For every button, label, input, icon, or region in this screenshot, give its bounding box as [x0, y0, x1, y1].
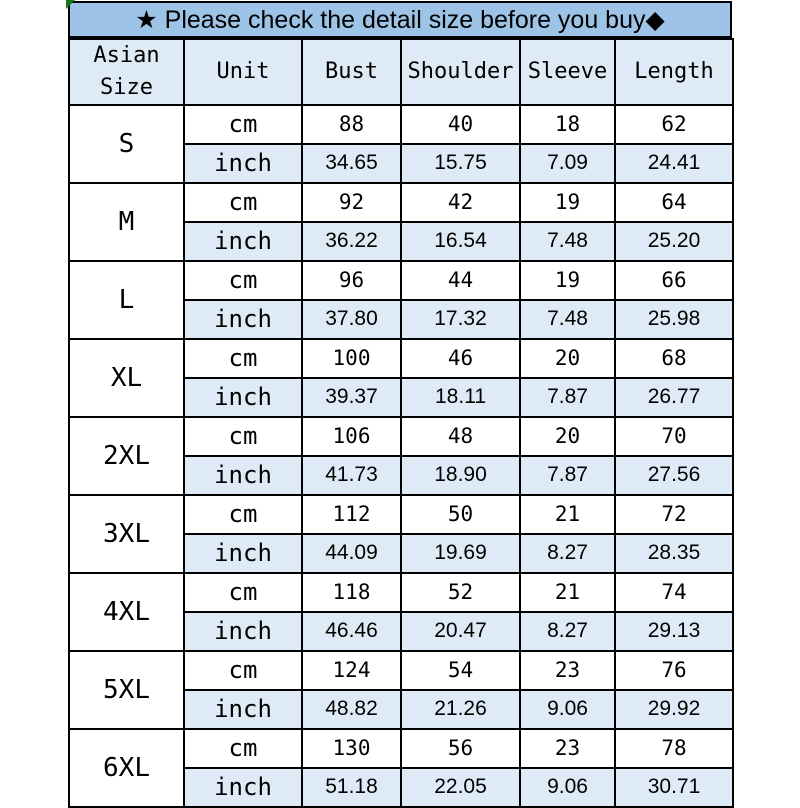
value-m-inch-sleeve: 7.48 [520, 222, 615, 261]
value-2xl-inch-length: 27.56 [615, 456, 733, 495]
value-5xl-cm-sleeve: 23 [520, 651, 615, 690]
value-6xl-cm-length: 78 [615, 729, 733, 768]
row-2xl-cm [69, 417, 733, 456]
size-label-3xl: 3XL [69, 495, 184, 573]
value-2xl-cm-length: 70 [615, 417, 733, 456]
column-header-bust: Bust [302, 39, 401, 105]
column-header-asian-size: Asian Size [69, 39, 184, 105]
value-4xl-cm-shoulder: 52 [401, 573, 520, 612]
unit-label-cm-6xl: cm [184, 729, 302, 768]
table-body [69, 105, 733, 807]
value-l-inch-length: 25.98 [615, 300, 733, 339]
value-3xl-inch-bust: 44.09 [302, 534, 401, 573]
value-m-inch-bust: 36.22 [302, 222, 401, 261]
value-xl-cm-shoulder: 46 [401, 339, 520, 378]
value-3xl-inch-shoulder: 19.69 [401, 534, 520, 573]
value-xl-inch-bust: 39.37 [302, 378, 401, 417]
value-m-cm-shoulder: 42 [401, 183, 520, 222]
row-l-cm [69, 261, 733, 300]
value-5xl-inch-sleeve: 9.06 [520, 690, 615, 729]
row-s-cm [69, 105, 733, 144]
value-5xl-cm-bust: 124 [302, 651, 401, 690]
unit-label-cm-m: cm [184, 183, 302, 222]
value-xl-cm-length: 68 [615, 339, 733, 378]
unit-label-inch-6xl: inch [184, 768, 302, 807]
unit-label-inch-2xl: inch [184, 456, 302, 495]
value-xl-cm-sleeve: 20 [520, 339, 615, 378]
value-xl-cm-bust: 100 [302, 339, 401, 378]
size-label-5xl: 5XL [69, 651, 184, 729]
value-3xl-cm-sleeve: 21 [520, 495, 615, 534]
value-4xl-inch-shoulder: 20.47 [401, 612, 520, 651]
value-3xl-cm-bust: 112 [302, 495, 401, 534]
value-6xl-inch-length: 30.71 [615, 768, 733, 807]
value-s-inch-sleeve: 7.09 [520, 144, 615, 183]
size-label-s: S [69, 105, 184, 183]
value-5xl-inch-shoulder: 21.26 [401, 690, 520, 729]
row-6xl-cm [69, 729, 733, 768]
value-4xl-inch-length: 29.13 [615, 612, 733, 651]
value-l-cm-shoulder: 44 [401, 261, 520, 300]
value-m-cm-sleeve: 19 [520, 183, 615, 222]
value-5xl-cm-length: 76 [615, 651, 733, 690]
value-2xl-inch-sleeve: 7.87 [520, 456, 615, 495]
value-4xl-cm-sleeve: 21 [520, 573, 615, 612]
value-m-cm-bust: 92 [302, 183, 401, 222]
unit-label-cm-3xl: cm [184, 495, 302, 534]
row-4xl-cm [69, 573, 733, 612]
size-label-4xl: 4XL [69, 573, 184, 651]
size-label-l: L [69, 261, 184, 339]
size-notice-banner [68, 1, 732, 38]
unit-label-cm-s: cm [184, 105, 302, 144]
value-xl-inch-length: 26.77 [615, 378, 733, 417]
value-4xl-inch-bust: 46.46 [302, 612, 401, 651]
unit-label-inch-3xl: inch [184, 534, 302, 573]
table-header [69, 39, 733, 105]
value-m-inch-length: 25.20 [615, 222, 733, 261]
value-6xl-inch-bust: 51.18 [302, 768, 401, 807]
unit-label-cm-xl: cm [184, 339, 302, 378]
banner-text: ★ Please check the detail size before you buy◆ [135, 5, 665, 34]
value-5xl-cm-shoulder: 54 [401, 651, 520, 690]
value-l-inch-bust: 37.80 [302, 300, 401, 339]
value-6xl-inch-shoulder: 22.05 [401, 768, 520, 807]
row-xl-cm [69, 339, 733, 378]
unit-label-cm-2xl: cm [184, 417, 302, 456]
value-l-cm-bust: 96 [302, 261, 401, 300]
size-label-xl: XL [69, 339, 184, 417]
value-s-cm-length: 62 [615, 105, 733, 144]
value-6xl-cm-sleeve: 23 [520, 729, 615, 768]
value-4xl-cm-bust: 118 [302, 573, 401, 612]
value-l-cm-length: 66 [615, 261, 733, 300]
unit-label-inch-4xl: inch [184, 612, 302, 651]
row-5xl-cm [69, 651, 733, 690]
value-2xl-inch-shoulder: 18.90 [401, 456, 520, 495]
column-header-shoulder: Shoulder [401, 39, 520, 105]
value-3xl-cm-length: 72 [615, 495, 733, 534]
unit-label-cm-5xl: cm [184, 651, 302, 690]
value-6xl-cm-shoulder: 56 [401, 729, 520, 768]
value-s-inch-length: 24.41 [615, 144, 733, 183]
value-l-cm-sleeve: 19 [520, 261, 615, 300]
size-chart-table [68, 38, 734, 808]
unit-label-inch-5xl: inch [184, 690, 302, 729]
header-row [69, 39, 733, 105]
unit-label-inch-l: inch [184, 300, 302, 339]
value-s-inch-shoulder: 15.75 [401, 144, 520, 183]
unit-label-inch-m: inch [184, 222, 302, 261]
unit-label-inch-xl: inch [184, 378, 302, 417]
unit-label-inch-s: inch [184, 144, 302, 183]
column-header-sleeve: Sleeve [520, 39, 615, 105]
size-label-m: M [69, 183, 184, 261]
value-2xl-cm-sleeve: 20 [520, 417, 615, 456]
column-header-unit: Unit [184, 39, 302, 105]
value-4xl-inch-sleeve: 8.27 [520, 612, 615, 651]
value-5xl-inch-bust: 48.82 [302, 690, 401, 729]
value-6xl-inch-sleeve: 9.06 [520, 768, 615, 807]
column-header-length: Length [615, 39, 733, 105]
value-2xl-cm-bust: 106 [302, 417, 401, 456]
unit-label-cm-4xl: cm [184, 573, 302, 612]
value-xl-inch-sleeve: 7.87 [520, 378, 615, 417]
value-l-inch-shoulder: 17.32 [401, 300, 520, 339]
value-4xl-cm-length: 74 [615, 573, 733, 612]
value-s-cm-bust: 88 [302, 105, 401, 144]
value-2xl-cm-shoulder: 48 [401, 417, 520, 456]
value-3xl-cm-shoulder: 50 [401, 495, 520, 534]
value-6xl-cm-bust: 130 [302, 729, 401, 768]
value-s-cm-shoulder: 40 [401, 105, 520, 144]
size-label-6xl: 6XL [69, 729, 184, 807]
value-l-inch-sleeve: 7.48 [520, 300, 615, 339]
value-s-inch-bust: 34.65 [302, 144, 401, 183]
value-2xl-inch-bust: 41.73 [302, 456, 401, 495]
size-label-2xl: 2XL [69, 417, 184, 495]
value-3xl-inch-sleeve: 8.27 [520, 534, 615, 573]
value-m-inch-shoulder: 16.54 [401, 222, 520, 261]
value-xl-inch-shoulder: 18.11 [401, 378, 520, 417]
value-3xl-inch-length: 28.35 [615, 534, 733, 573]
row-3xl-cm [69, 495, 733, 534]
value-s-cm-sleeve: 18 [520, 105, 615, 144]
value-5xl-inch-length: 29.92 [615, 690, 733, 729]
value-m-cm-length: 64 [615, 183, 733, 222]
row-m-cm [69, 183, 733, 222]
unit-label-cm-l: cm [184, 261, 302, 300]
